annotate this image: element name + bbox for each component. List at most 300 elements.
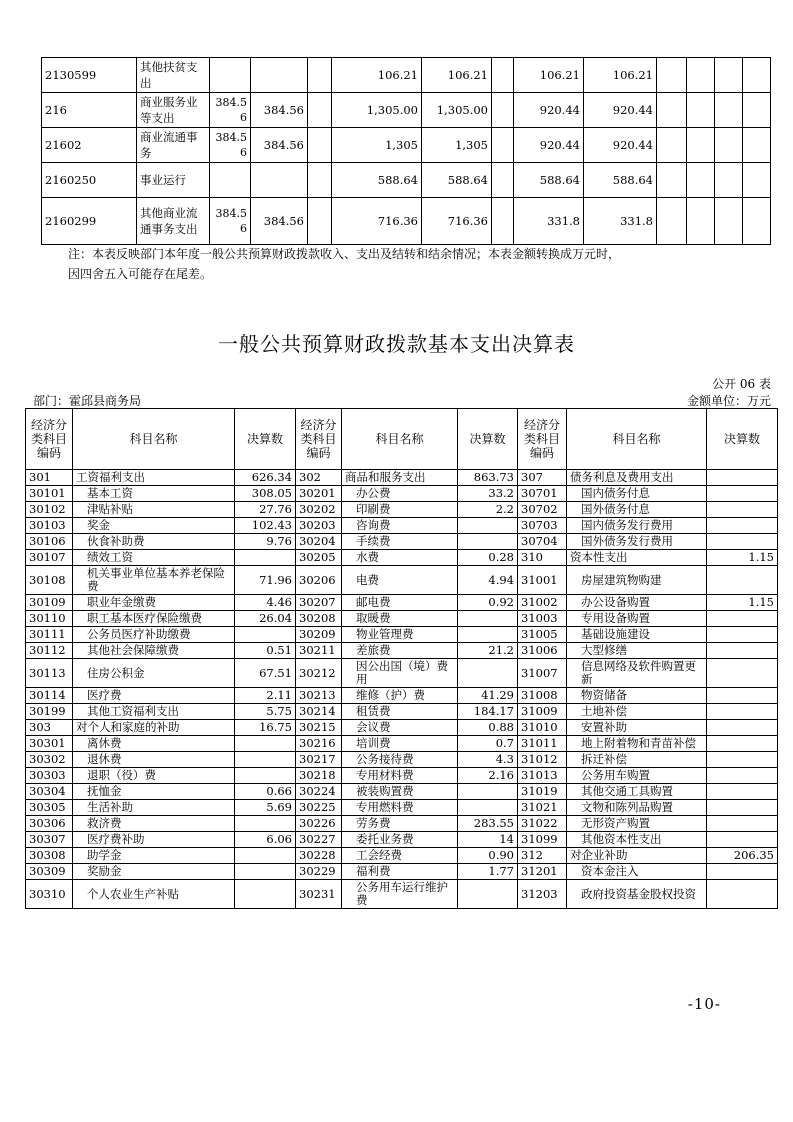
table-header-row	[26, 409, 778, 470]
code-cell: 31007	[518, 659, 567, 688]
amount-cell: 588.64	[422, 163, 492, 198]
name-cell: 工会经费	[342, 848, 458, 864]
amount-cell: 283.55	[458, 816, 518, 832]
code-cell: 31009	[518, 704, 567, 720]
header-name-1: 科目名称	[73, 409, 235, 470]
amount-cell: 1.15	[707, 595, 778, 611]
amount-cell: 0.7	[458, 736, 518, 752]
name-cell: 印刷费	[342, 502, 458, 518]
name-cell: 离休费	[73, 736, 235, 752]
amount-cell	[707, 736, 778, 752]
table-row	[26, 627, 778, 643]
table-row	[26, 550, 778, 566]
name-cell: 医疗费补助	[73, 832, 235, 848]
empty-cell	[743, 198, 771, 245]
empty-cell	[715, 128, 743, 163]
code-cell: 30226	[296, 816, 342, 832]
name-cell: 公务接待费	[342, 752, 458, 768]
amount-cell: 920.44	[584, 93, 657, 128]
code-cell: 31001	[518, 566, 567, 595]
continued-table	[41, 57, 771, 245]
table-row	[26, 502, 778, 518]
code-cell: 30201	[296, 486, 342, 502]
empty-cell	[743, 58, 771, 93]
code-cell: 31012	[518, 752, 567, 768]
table-row	[26, 470, 778, 486]
amount-cell	[458, 880, 518, 909]
amount-cell	[235, 550, 296, 566]
code-cell: 30218	[296, 768, 342, 784]
amount-cell: 26.04	[235, 611, 296, 627]
code-cell: 30310	[26, 880, 73, 909]
amount-cell: 384.56	[210, 198, 251, 245]
amount-cell: 1,305.00	[332, 93, 422, 128]
amount-cell	[492, 198, 514, 245]
amount-cell	[707, 752, 778, 768]
name-cell: 医疗费	[73, 688, 235, 704]
name-cell: 电费	[342, 566, 458, 595]
amount-cell	[308, 93, 332, 128]
code-cell: 30302	[26, 752, 73, 768]
amount-cell: 2.11	[235, 688, 296, 704]
code-cell: 31099	[518, 832, 567, 848]
amount-cell: 1.77	[458, 864, 518, 880]
empty-cell	[687, 58, 715, 93]
code-cell: 2160299	[42, 198, 137, 245]
code-cell: 30704	[518, 534, 567, 550]
name-cell: 土地补偿	[567, 704, 707, 720]
name-cell: 培训费	[342, 736, 458, 752]
empty-cell	[657, 198, 687, 245]
amount-cell	[707, 470, 778, 486]
amount-cell	[308, 163, 332, 198]
table-row	[26, 768, 778, 784]
table-row	[26, 816, 778, 832]
table-row	[26, 659, 778, 688]
amount-cell	[235, 752, 296, 768]
amount-cell: 384.56	[251, 93, 308, 128]
name-cell: 因公出国（境）费用	[342, 659, 458, 688]
code-cell: 31006	[518, 643, 567, 659]
name-cell: 其他交通工具购置	[567, 784, 707, 800]
amount-cell	[707, 518, 778, 534]
code-cell: 30211	[296, 643, 342, 659]
code-cell: 31201	[518, 864, 567, 880]
name-cell: 邮电费	[342, 595, 458, 611]
amount-cell: 920.44	[514, 93, 584, 128]
name-cell: 机关事业单位基本养老保险费	[73, 566, 235, 595]
code-cell: 30199	[26, 704, 73, 720]
table-row	[42, 58, 771, 93]
name-cell: 退职（役）费	[73, 768, 235, 784]
amount-cell	[707, 688, 778, 704]
name-cell: 基础设施建设	[567, 627, 707, 643]
code-cell: 303	[26, 720, 73, 736]
unit-label: 金额单位：万元	[686, 394, 771, 408]
name-cell: 职业年金缴费	[73, 595, 235, 611]
code-cell: 31019	[518, 784, 567, 800]
code-cell: 31021	[518, 800, 567, 816]
table-row	[26, 736, 778, 752]
amount-cell	[251, 58, 308, 93]
amount-cell: 1.15	[707, 550, 778, 566]
code-cell: 30109	[26, 595, 73, 611]
header-code-3: 经济分类科目编码	[518, 409, 567, 470]
amount-cell: 9.76	[235, 534, 296, 550]
code-cell: 30224	[296, 784, 342, 800]
empty-cell	[715, 93, 743, 128]
header-amount-2: 决算数	[458, 409, 518, 470]
amount-cell: 71.96	[235, 566, 296, 595]
amount-cell: 6.06	[235, 832, 296, 848]
amount-cell: 331.8	[514, 198, 584, 245]
code-cell: 31022	[518, 816, 567, 832]
name-cell: 公务用车购置	[567, 768, 707, 784]
code-cell: 30703	[518, 518, 567, 534]
name-cell: 信息网络及软件购置更新	[567, 659, 707, 688]
amount-cell: 106.21	[584, 58, 657, 93]
code-cell: 30107	[26, 550, 73, 566]
amount-cell	[707, 832, 778, 848]
name-cell: 专用燃料费	[342, 800, 458, 816]
amount-cell	[707, 784, 778, 800]
table-row	[26, 611, 778, 627]
name-cell: 抚恤金	[73, 784, 235, 800]
name-cell: 大型修缮	[567, 643, 707, 659]
name-cell: 资本金注入	[567, 864, 707, 880]
name-cell: 专用材料费	[342, 768, 458, 784]
name-cell: 绩效工资	[73, 550, 235, 566]
code-cell: 30227	[296, 832, 342, 848]
code-cell: 31013	[518, 768, 567, 784]
code-cell: 30304	[26, 784, 73, 800]
amount-cell	[458, 800, 518, 816]
name-cell: 咨询费	[342, 518, 458, 534]
amount-cell: 5.69	[235, 800, 296, 816]
table-row	[26, 566, 778, 595]
code-cell: 30307	[26, 832, 73, 848]
name-cell: 对个人和家庭的补助	[73, 720, 235, 736]
amount-cell: 16.75	[235, 720, 296, 736]
code-cell: 31203	[518, 880, 567, 909]
table-row	[26, 595, 778, 611]
name-cell: 其他资本性支出	[567, 832, 707, 848]
amount-cell	[235, 736, 296, 752]
amount-cell: 0.51	[235, 643, 296, 659]
code-cell: 31008	[518, 688, 567, 704]
amount-cell	[458, 627, 518, 643]
name-cell: 专用设备购置	[567, 611, 707, 627]
name-cell: 商业流通事务	[137, 128, 210, 163]
name-cell: 文物和陈列品购置	[567, 800, 707, 816]
name-cell: 住房公积金	[73, 659, 235, 688]
name-cell: 无形资产购置	[567, 816, 707, 832]
amount-cell: 0.88	[458, 720, 518, 736]
name-cell: 个人农业生产补贴	[73, 880, 235, 909]
amount-cell: 331.8	[584, 198, 657, 245]
name-cell: 资本性支出	[567, 550, 707, 566]
page-title: 一般公共预算财政拨款基本支出决算表	[218, 332, 575, 356]
table-row	[26, 486, 778, 502]
code-cell: 30204	[296, 534, 342, 550]
amount-cell	[235, 816, 296, 832]
amount-cell	[707, 566, 778, 595]
code-cell: 30215	[296, 720, 342, 736]
empty-cell	[715, 163, 743, 198]
code-cell: 30217	[296, 752, 342, 768]
code-cell: 30229	[296, 864, 342, 880]
amount-cell	[458, 784, 518, 800]
amount-cell: 4.46	[235, 595, 296, 611]
amount-cell	[707, 502, 778, 518]
code-cell: 30303	[26, 768, 73, 784]
name-cell: 伙食补助费	[73, 534, 235, 550]
table-row	[26, 752, 778, 768]
amount-cell	[707, 534, 778, 550]
amount-cell	[458, 611, 518, 627]
table-row	[42, 93, 771, 128]
amount-cell	[308, 198, 332, 245]
code-cell: 30214	[296, 704, 342, 720]
table-row	[26, 800, 778, 816]
table-row	[42, 163, 771, 198]
page-number: -10-	[687, 995, 721, 1013]
amount-cell: 716.36	[422, 198, 492, 245]
amount-cell: 0.66	[235, 784, 296, 800]
table-row	[26, 720, 778, 736]
amount-cell: 1,305	[422, 128, 492, 163]
code-cell: 30702	[518, 502, 567, 518]
header-code-1: 经济分类科目编码	[26, 409, 73, 470]
amount-cell	[308, 128, 332, 163]
header-amount-3: 决算数	[707, 409, 778, 470]
table-row	[26, 864, 778, 880]
name-cell: 其他扶贫支出	[137, 58, 210, 93]
name-cell: 退休费	[73, 752, 235, 768]
amount-cell	[707, 880, 778, 909]
name-cell: 商业服务业等支出	[137, 93, 210, 128]
empty-cell	[743, 93, 771, 128]
amount-cell	[707, 768, 778, 784]
amount-cell	[251, 163, 308, 198]
table-row	[26, 848, 778, 864]
name-cell: 拆迁补偿	[567, 752, 707, 768]
code-cell: 30701	[518, 486, 567, 502]
amount-cell: 33.2	[458, 486, 518, 502]
amount-cell	[492, 128, 514, 163]
empty-cell	[657, 93, 687, 128]
code-cell: 30108	[26, 566, 73, 595]
name-cell: 国内债务付息	[567, 486, 707, 502]
table-row	[26, 534, 778, 550]
empty-cell	[715, 58, 743, 93]
code-cell: 30208	[296, 611, 342, 627]
code-cell: 30308	[26, 848, 73, 864]
code-cell: 30213	[296, 688, 342, 704]
code-cell: 30205	[296, 550, 342, 566]
code-cell: 31010	[518, 720, 567, 736]
amount-cell	[707, 864, 778, 880]
amount-cell	[492, 58, 514, 93]
amount-cell: 1,305.00	[422, 93, 492, 128]
amount-cell: 206.35	[707, 848, 778, 864]
table-row	[26, 704, 778, 720]
amount-cell	[707, 800, 778, 816]
amount-cell: 4.94	[458, 566, 518, 595]
empty-cell	[687, 163, 715, 198]
empty-cell	[657, 128, 687, 163]
empty-cell	[657, 163, 687, 198]
name-cell: 奖励金	[73, 864, 235, 880]
name-cell: 工资福利支出	[73, 470, 235, 486]
note-line-1: 注：本表反映部门本年度一般公共预算财政拨款收入、支出及结转和结余情况；本表金额转换成万元时，	[68, 247, 621, 261]
amount-cell: 41.29	[458, 688, 518, 704]
code-cell: 30203	[296, 518, 342, 534]
code-cell: 2160250	[42, 163, 137, 198]
code-cell: 30202	[296, 502, 342, 518]
amount-cell	[458, 534, 518, 550]
department-label: 部门：霍邱县商务局	[33, 394, 142, 408]
table-row	[26, 643, 778, 659]
code-cell: 31011	[518, 736, 567, 752]
empty-cell	[657, 58, 687, 93]
amount-cell: 863.73	[458, 470, 518, 486]
name-cell: 会议费	[342, 720, 458, 736]
amount-cell	[707, 704, 778, 720]
amount-cell	[235, 768, 296, 784]
amount-cell: 716.36	[332, 198, 422, 245]
amount-cell	[707, 720, 778, 736]
note-line-2: 因四舍五入可能存在尾差。	[68, 267, 213, 281]
code-cell: 30111	[26, 627, 73, 643]
amount-cell	[235, 880, 296, 909]
amount-cell	[458, 518, 518, 534]
name-cell: 物资储备	[567, 688, 707, 704]
amount-cell	[707, 816, 778, 832]
amount-cell	[707, 627, 778, 643]
amount-cell	[210, 163, 251, 198]
name-cell: 生活补助	[73, 800, 235, 816]
amount-cell: 308.05	[235, 486, 296, 502]
amount-cell: 626.34	[235, 470, 296, 486]
name-cell: 津贴补贴	[73, 502, 235, 518]
name-cell: 救济费	[73, 816, 235, 832]
header-amount-1: 决算数	[235, 409, 296, 470]
name-cell: 办公费	[342, 486, 458, 502]
name-cell: 助学金	[73, 848, 235, 864]
code-cell: 307	[518, 470, 567, 486]
code-cell: 30102	[26, 502, 73, 518]
header-name-2: 科目名称	[342, 409, 458, 470]
name-cell: 物业管理费	[342, 627, 458, 643]
amount-cell	[210, 58, 251, 93]
code-cell: 30209	[296, 627, 342, 643]
amount-cell: 184.17	[458, 704, 518, 720]
name-cell: 国外债务付息	[567, 502, 707, 518]
basic-expenditure-table	[25, 408, 778, 909]
code-cell: 30106	[26, 534, 73, 550]
name-cell: 其他工资福利支出	[73, 704, 235, 720]
code-cell: 30212	[296, 659, 342, 688]
amount-cell: 2.16	[458, 768, 518, 784]
name-cell: 房屋建筑物购建	[567, 566, 707, 595]
amount-cell	[707, 643, 778, 659]
amount-cell: 384.56	[210, 128, 251, 163]
empty-cell	[743, 128, 771, 163]
header-name-3: 科目名称	[567, 409, 707, 470]
amount-cell: 106.21	[332, 58, 422, 93]
amount-cell: 106.21	[422, 58, 492, 93]
code-cell: 30231	[296, 880, 342, 909]
code-cell: 310	[518, 550, 567, 566]
name-cell: 对企业补助	[567, 848, 707, 864]
code-cell: 31005	[518, 627, 567, 643]
code-cell: 30110	[26, 611, 73, 627]
amount-cell: 106.21	[514, 58, 584, 93]
name-cell: 商品和服务支出	[342, 470, 458, 486]
amount-cell: 4.3	[458, 752, 518, 768]
amount-cell: 588.64	[584, 163, 657, 198]
amount-cell: 920.44	[514, 128, 584, 163]
code-cell: 30113	[26, 659, 73, 688]
name-cell: 国外债务发行费用	[567, 534, 707, 550]
amount-cell	[707, 611, 778, 627]
code-cell: 30225	[296, 800, 342, 816]
name-cell: 水费	[342, 550, 458, 566]
code-cell: 30301	[26, 736, 73, 752]
header-code-2: 经济分类科目编码	[296, 409, 342, 470]
table-row	[26, 518, 778, 534]
table-code: 公开 06 表	[712, 377, 771, 391]
code-cell: 30112	[26, 643, 73, 659]
table-row	[42, 128, 771, 163]
name-cell: 事业运行	[137, 163, 210, 198]
amount-cell: 21.2	[458, 643, 518, 659]
amount-cell: 102.43	[235, 518, 296, 534]
amount-cell: 5.75	[235, 704, 296, 720]
name-cell: 其他商业流通事务支出	[137, 198, 210, 245]
amount-cell	[492, 93, 514, 128]
code-cell: 30114	[26, 688, 73, 704]
name-cell: 其他社会保障缴费	[73, 643, 235, 659]
amount-cell: 384.56	[210, 93, 251, 128]
amount-cell: 0.90	[458, 848, 518, 864]
amount-cell: 67.51	[235, 659, 296, 688]
code-cell: 216	[42, 93, 137, 128]
code-cell: 2130599	[42, 58, 137, 93]
name-cell: 手续费	[342, 534, 458, 550]
amount-cell	[707, 486, 778, 502]
name-cell: 取暖费	[342, 611, 458, 627]
empty-cell	[687, 128, 715, 163]
amount-cell: 588.64	[514, 163, 584, 198]
code-cell: 30207	[296, 595, 342, 611]
amount-cell: 384.56	[251, 128, 308, 163]
name-cell: 维修（护）费	[342, 688, 458, 704]
empty-cell	[687, 93, 715, 128]
name-cell: 租赁费	[342, 704, 458, 720]
amount-cell: 384.56	[251, 198, 308, 245]
empty-cell	[743, 163, 771, 198]
name-cell: 被装购置费	[342, 784, 458, 800]
empty-cell	[715, 198, 743, 245]
code-cell: 301	[26, 470, 73, 486]
name-cell: 职工基本医疗保险缴费	[73, 611, 235, 627]
code-cell: 31003	[518, 611, 567, 627]
amount-cell: 920.44	[584, 128, 657, 163]
code-cell: 30216	[296, 736, 342, 752]
name-cell: 地上附着物和青苗补偿	[567, 736, 707, 752]
